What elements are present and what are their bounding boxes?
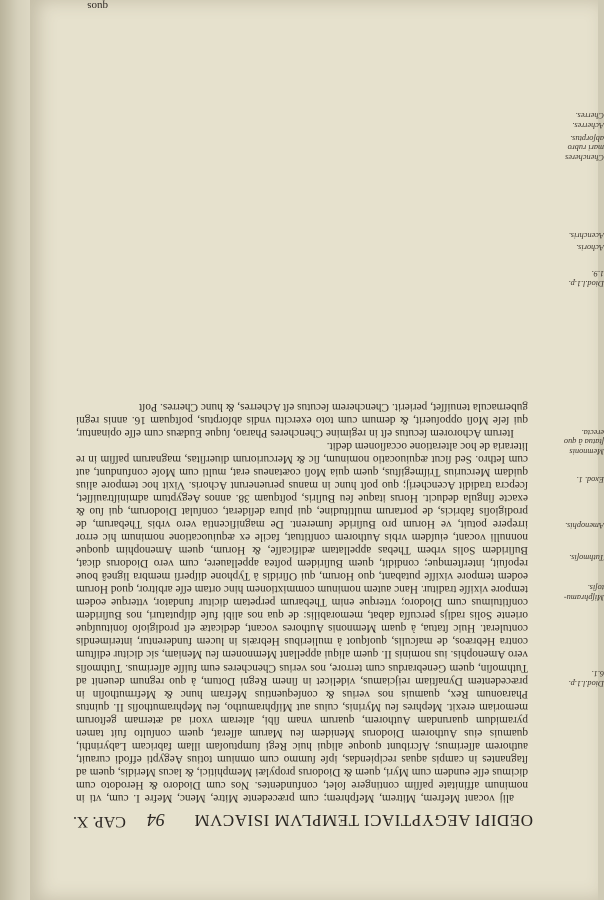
- running-title: OEDIPI AEGYPTIACI TEMPLVM ISIACVM: [193, 811, 533, 830]
- margin-note: Amenophis.: [565, 521, 604, 530]
- margin-note: Achoris.: [576, 243, 604, 252]
- margin-note: Acenchris.: [568, 231, 604, 240]
- body-text: [76, 400, 528, 804]
- paragraph: alij vocant Mefrem, Mitrem, Mefphrem; cum præcedente Mitre, Menc, Mefre I. cum, vti in nominum affinitate paſſim contingere ſolet, confundentes. Nos cum Diodoro & Herodoto cum dicimus eſſe eundem cum Myri, quem & Diodorus propylæi Memphitici, & lacus Meridis, quem ad ſtagnantes in campis aquas recipiendas, ipſe ſummo cum omnium totius Aegypti effodi curauit, authorem aſſerimus; Aſcribunt quoque aliqui huic Regi ſumptuoſam illam fabricam Labyrinthi, quamuis eius Authorem Diodorus Menidem ſeu Marum aſſerat, quem conſulto fuit tamen pyramidum quarundam Authorem, quarum vnam ſibi, alteram vxori ad æternam geſtorum memoriam erexit. Mephres ſeu Myrinis, cuius aut Miſphramutho, ſeu Mephramuthoſis II. quintus Pharaonum Rex, quamuis nos verius & conſequentius Mefram hunc & Mefrmuthoſin in præcedentem Dynaſtiam reijciamus, videlicet in ſinem Regni Dotum, à quo regnum deuenit ad Tuthmoſin, quem Genebrardus cum terrore, nos verius Chencheres eum fuiſſe aſſerimus. Tuthmoſis vero Amenophis. ius nominis II. quem aliqui appellant Memnonem ſeu Meniam, sic dicitur ediſtum contra Hebræos, de maſculis, quoſquot à mulieribus Hebræis in lucem funderentur, interimendis contulerat. Huic ſtatua, à quam Memnonis Authores vocant, dedicatæ eſt prodigioſo ſonituuſque oriente Solis radijs percuſſa dabat, memorabilis: de qua nos alibi fuſe diſputaturi, nos Buſiridem conſtituimus cum Diodoro; vtterque enim Thebarum perpetam dicitur fundator, vtterque eodem tempore vixiſſe traditur. Hanc autem nominum commixtionem hinc ortam eſſe arbitror, quod Horum eodem tempore vixiſſe putabant, quo Horum, qui Oſiridis à Typhone diſperſi membra ligneâ boue repoſuit, interſtemque; condidit, quem Buſiridem poſtea appellauere, cum vero Diodorus dicat, Buſiridem Solis vrbem Thebas appellatam ædificaſſe, & Horum, quem Amenophim quoque nonnulli vocant, eiuſdem vrbis Authorem conſtituat, facile ex æquiuocatione nominum hic error irrepere potuit, ve Horum pro Buſiride ſumerent. De magnificentia vero vrbis Thebarum, de prodigioſis fabricis, de portarum multitudine, qui plura deſiderat, conſulat Diodorum, qui ſuo & exacte ſingula deducit. Horus itaque ſeu Buſiris, poſtquam 38. annos Aegyptum adminiſtrauiſſet, ſcepcra tradidit Acencherij; quo poſt hunc in manus peruenerunt Achoris. Vixit hoc tempore alius quidam Mercurius Triſmegiſtus, quem quia Moſi coætaneus erat, multi cum Moſe confundunt, aut cum Iethro. Sed ſicut æquiuocatio nominum, ſic & Mercuriorum diuerſitas, magnarum paſſim in re literaria de hoc alteratione occaſionem dedit.: [76, 439, 528, 804]
- margin-note: Diod.l.1.p. 1.9.: [568, 269, 604, 288]
- margin-note: Memnonis ſtatua à quo erecta.: [563, 428, 604, 456]
- chapter-label: CAP. X.: [73, 813, 126, 830]
- margin-note: Miſphramu- toſis.: [563, 583, 604, 602]
- running-header: [73, 806, 533, 830]
- margin-note: Tuthmoſis.: [569, 553, 604, 562]
- paragraph: Iterum Achororem ſecutus eſt in regimine Chencheres Pharao, ſuque Eudæus cum eſſe opinantur, qui ſeſe Moſi oppoſuerit, & demum cum toto exercitu vndis abſorptus, poſtquam 16. annis regni gubernacula tenuiſſet, perierit. Chencherem ſecutus eſt Acherres, & hunc Cherres. Poſt: [76, 400, 528, 439]
- margin-note: Chencheres mari rubro abſorptus.: [565, 134, 604, 162]
- page-number: 94: [147, 810, 165, 830]
- margin-note: Exod. 1.: [576, 475, 604, 484]
- margin-note: Diod.l.1.p. 6.1.: [568, 669, 604, 688]
- margin-note: Acherres. Cherres.: [572, 111, 604, 130]
- catchword: quos: [87, 0, 108, 12]
